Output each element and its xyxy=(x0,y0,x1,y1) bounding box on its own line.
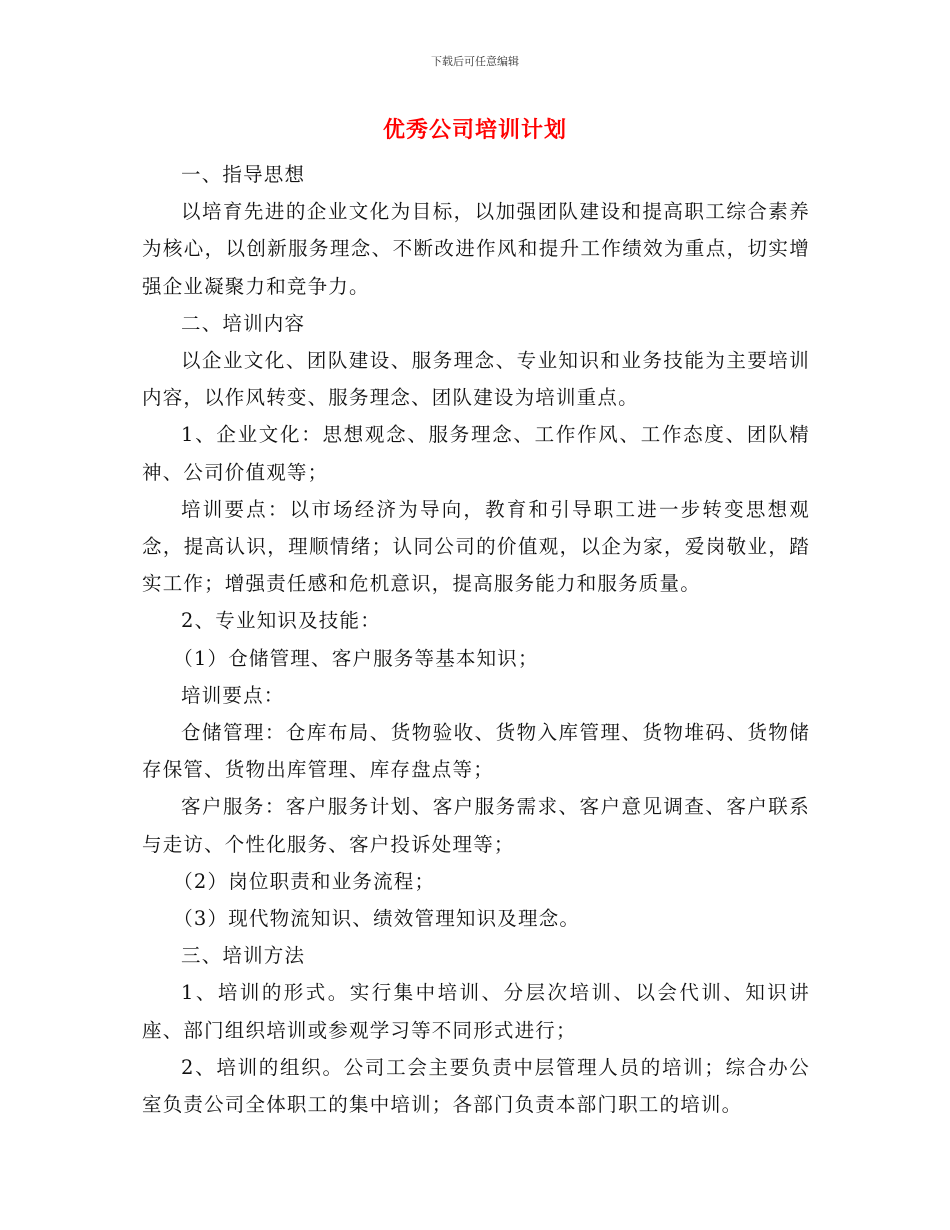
paragraph-customer-service: 客户服务：客户服务计划、客户服务需求、客户意见调查、客户联系与走访、个性化服务、客户投诉处理等； xyxy=(142,795,810,856)
paragraph-training-organization: 2、培训的组织。公司工会主要负责中层管理人员的培训；综合办公室负责公司全体职工的集中培训；各部门负责本部门职工的培训。 xyxy=(142,1055,810,1117)
section-heading-training-content: 二、培训内容 xyxy=(181,311,306,335)
page-header-note: 下载后可任意编辑 xyxy=(431,55,519,68)
paragraph-key-points-label: 培训要点： xyxy=(181,683,285,707)
paragraph-professional-skills: 2、专业知识及技能： xyxy=(181,609,381,633)
paragraph-training-forms: 1、培训的形式。实行集中培训、分层次培训、以会代训、知识讲座、部门组织培训或参观学习等不同形式进行； xyxy=(142,981,810,1042)
paragraph-warehouse-management: 仓储管理：仓库布局、货物验收、货物入库管理、货物堆码、货物储存保管、货物出库管理、库存盘点等； xyxy=(142,721,810,782)
paragraph-guiding-ideology: 以培育先进的企业文化为目标，以加强团队建设和提高职工综合素养为核心，以创新服务理念、不断改进作风和提升工作绩效为重点，切实增强企业凝聚力和竞争力。 xyxy=(142,200,810,298)
paragraph-item-job-duties: （2）岗位职责和业务流程； xyxy=(173,869,436,893)
paragraph-item-warehouse-basics: （1）仓储管理、客户服务等基本知识； xyxy=(173,646,539,670)
paragraph-item-logistics-knowledge: （3）现代物流知识、绩效管理知识及理念。 xyxy=(173,907,581,931)
section-heading-guiding-ideology: 一、指导思想 xyxy=(181,163,306,186)
paragraph-corporate-culture: 1、企业文化：思想观念、服务理念、工作作风、工作态度、团队精神、公司价值观等； xyxy=(142,423,810,484)
paragraph-culture-key-points: 培训要点：以市场经济为导向，教育和引导职工进一步转变思想观念，提高认识，理顺情绪；认同公司的价值观，以企为家，爱岗敬业，踏实工作；增强责任感和危机意识，提高服务能力和服务质量。 xyxy=(142,497,810,596)
section-heading-training-methods: 三、培训方法 xyxy=(181,944,306,968)
document-body xyxy=(142,156,810,1123)
paragraph-training-content: 以企业文化、团队建设、服务理念、专业知识和业务技能为主要培训内容，以作风转变、服务理念、团队建设为培训重点。 xyxy=(142,349,810,410)
document-title: 优秀公司培训计划 xyxy=(382,118,567,143)
